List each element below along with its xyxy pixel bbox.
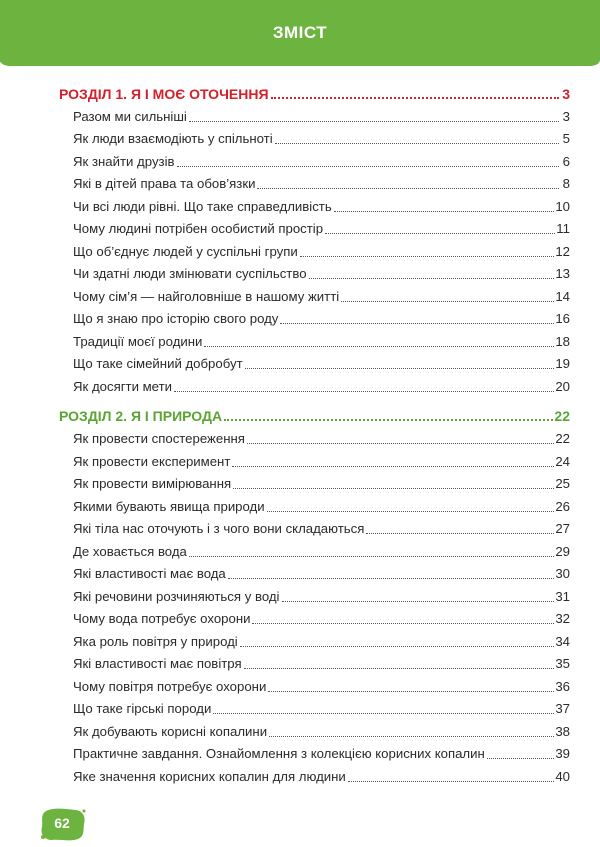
toc-entry[interactable] — [59, 564, 570, 582]
entry-title: Якими бувають явища природи — [73, 499, 265, 514]
toc-entry[interactable] — [59, 609, 570, 627]
entry-title: Чому людині потрібен особистий простір — [73, 221, 324, 236]
entry-title: Як провести експеримент — [73, 454, 231, 469]
entry-title: Що таке гірські породи — [73, 701, 212, 716]
dot-leader — [245, 368, 555, 369]
page-number: 16 — [555, 311, 570, 326]
dot-leader — [174, 391, 554, 392]
dot-leader — [487, 758, 555, 759]
dot-leader — [252, 623, 554, 624]
dot-leader — [268, 691, 554, 692]
entry-title: Які тіла нас оточують і з чого вони складаються — [73, 521, 365, 536]
dot-leader — [244, 668, 555, 669]
dot-leader — [204, 346, 554, 347]
dot-leader — [257, 188, 559, 189]
toc-entry[interactable] — [59, 744, 570, 762]
entry-title: Яке значення корисних копалин для людини — [73, 769, 346, 784]
page-number: 3 — [562, 86, 570, 102]
toc-entry[interactable] — [59, 197, 570, 215]
dot-leader — [213, 713, 554, 714]
entry-title: Які властивості має вода — [73, 566, 226, 581]
page-number: 6 — [562, 154, 570, 169]
page-number: 37 — [555, 701, 570, 716]
page-number: 32 — [555, 611, 570, 626]
section-title: РОЗДІЛ 1. Я І МОЄ ОТОЧЕННЯ — [59, 86, 269, 102]
entry-title: Як провести вимірювання — [73, 476, 232, 491]
page-number: 35 — [555, 656, 570, 671]
page-number: 40 — [555, 769, 570, 784]
page-number: 26 — [555, 499, 570, 514]
page-number: 25 — [555, 476, 570, 491]
page-number: 19 — [555, 356, 570, 371]
entry-title: Практичне завдання. Ознайомлення з колекцією корисних копалин — [73, 746, 485, 761]
dot-leader — [189, 556, 554, 557]
page-number: 14 — [555, 289, 570, 304]
toc-entry[interactable] — [59, 174, 570, 192]
dot-leader — [269, 736, 554, 737]
dot-leader — [366, 533, 554, 534]
entry-title: Як досягти мети — [73, 379, 172, 394]
section-title: РОЗДІЛ 2. Я І ПРИРОДА — [59, 408, 223, 424]
toc-entry[interactable] — [59, 474, 570, 492]
entry-title: Які властивості має повітря — [73, 656, 242, 671]
toc-entry[interactable] — [59, 519, 570, 537]
page-number: 8 — [562, 176, 570, 191]
page-number: 11 — [556, 221, 570, 236]
toc-entry[interactable] — [59, 429, 570, 447]
dot-leader — [282, 601, 555, 602]
page-number: 22 — [554, 408, 570, 424]
dot-leader — [267, 511, 555, 512]
page-number: 22 — [555, 431, 570, 446]
page-number: 20 — [555, 379, 570, 394]
dot-leader — [224, 419, 553, 421]
toc-entry[interactable] — [59, 264, 570, 282]
dot-leader — [232, 466, 554, 467]
entry-title: Традиції моєї родини — [73, 334, 203, 349]
entry-title: Які речовини розчиняються у воді — [73, 589, 280, 604]
entry-title: Чи всі люди рівні. Що таке справедливість — [73, 199, 332, 214]
dot-leader — [247, 443, 554, 444]
toc-entry[interactable] — [59, 377, 570, 395]
toc-section-2[interactable] — [59, 406, 570, 424]
toc-entry[interactable] — [59, 497, 570, 515]
dot-leader — [240, 646, 555, 647]
dot-leader — [348, 781, 555, 782]
dot-leader — [334, 211, 555, 212]
dot-leader — [300, 256, 555, 257]
dot-leader — [309, 278, 555, 279]
entry-title: Що таке сімейний добробут — [73, 356, 243, 371]
entry-title: Як добувають корисні копалини — [73, 724, 268, 739]
page-number: 38 — [555, 724, 570, 739]
toc-entry[interactable] — [59, 287, 570, 305]
entry-title: Чому повітря потребує охорони — [73, 679, 267, 694]
entry-title: Чому вода потребує охорони — [73, 611, 251, 626]
entry-title: Чи здатні люди змінювати суспільство — [73, 266, 307, 281]
page-number: 29 — [555, 544, 570, 559]
toc-entry[interactable] — [59, 219, 570, 237]
toc-entry[interactable] — [59, 354, 570, 372]
toc-entry[interactable] — [59, 542, 570, 560]
page-number: 24 — [555, 454, 570, 469]
toc-entry[interactable] — [59, 129, 570, 147]
dot-leader — [177, 166, 559, 167]
toc-entry[interactable] — [59, 107, 570, 125]
toc-section-1[interactable] — [59, 84, 570, 102]
entry-title: Як люди взаємодіють у спільноті — [73, 131, 273, 146]
entry-title: Які в дітей права та обов’язки — [73, 176, 256, 191]
entry-title: Яка роль повітря у природі — [73, 634, 238, 649]
page-number: 13 — [555, 266, 570, 281]
entry-title: Разом ми сильніші — [73, 109, 187, 124]
dot-leader — [275, 143, 559, 144]
page-number: 36 — [555, 679, 570, 694]
entry-title: Де ховається вода — [73, 544, 187, 559]
dot-leader — [189, 121, 559, 122]
dot-leader — [271, 97, 559, 99]
toc-entry[interactable] — [59, 309, 570, 327]
entry-title: Що я знаю про історію свого роду — [73, 311, 279, 326]
dot-leader — [233, 488, 554, 489]
toc-entry[interactable] — [59, 632, 570, 650]
entry-title: Як провести спостереження — [73, 431, 245, 446]
toc-entry[interactable] — [59, 677, 570, 695]
entry-title: Як знайти друзів — [73, 154, 175, 169]
page-number: 5 — [562, 131, 570, 146]
dot-leader — [325, 233, 555, 234]
toc-entry[interactable] — [59, 654, 570, 672]
dot-leader — [228, 578, 555, 579]
dot-leader — [280, 323, 554, 324]
page-number: 31 — [555, 589, 570, 604]
page-number: 34 — [555, 634, 570, 649]
toc-entry[interactable] — [59, 152, 570, 170]
toc-entry[interactable] — [59, 452, 570, 470]
toc-entry[interactable] — [59, 699, 570, 717]
page-number: 3 — [562, 109, 570, 124]
entry-title: Що об’єднує людей у суспільні групи — [73, 244, 298, 259]
page-number: 39 — [555, 746, 570, 761]
page-number: 10 — [555, 199, 570, 214]
page-title: ЗМІСТ — [272, 23, 328, 42]
toc-entry[interactable] — [59, 332, 570, 350]
toc-entry[interactable] — [59, 587, 570, 605]
page-number: 30 — [555, 566, 570, 581]
toc-entry[interactable] — [59, 767, 570, 785]
page-number: 27 — [555, 521, 570, 536]
entry-title: Чому сім’я — найголовніше в нашому житті — [73, 289, 340, 304]
toc-entry[interactable] — [59, 722, 570, 740]
toc-entry[interactable] — [59, 242, 570, 260]
footer-page-number: 62 — [54, 815, 70, 831]
page-number: 18 — [555, 334, 570, 349]
page-number: 12 — [555, 244, 570, 259]
dot-leader — [341, 301, 554, 302]
header-paint-drips — [0, 54, 600, 76]
